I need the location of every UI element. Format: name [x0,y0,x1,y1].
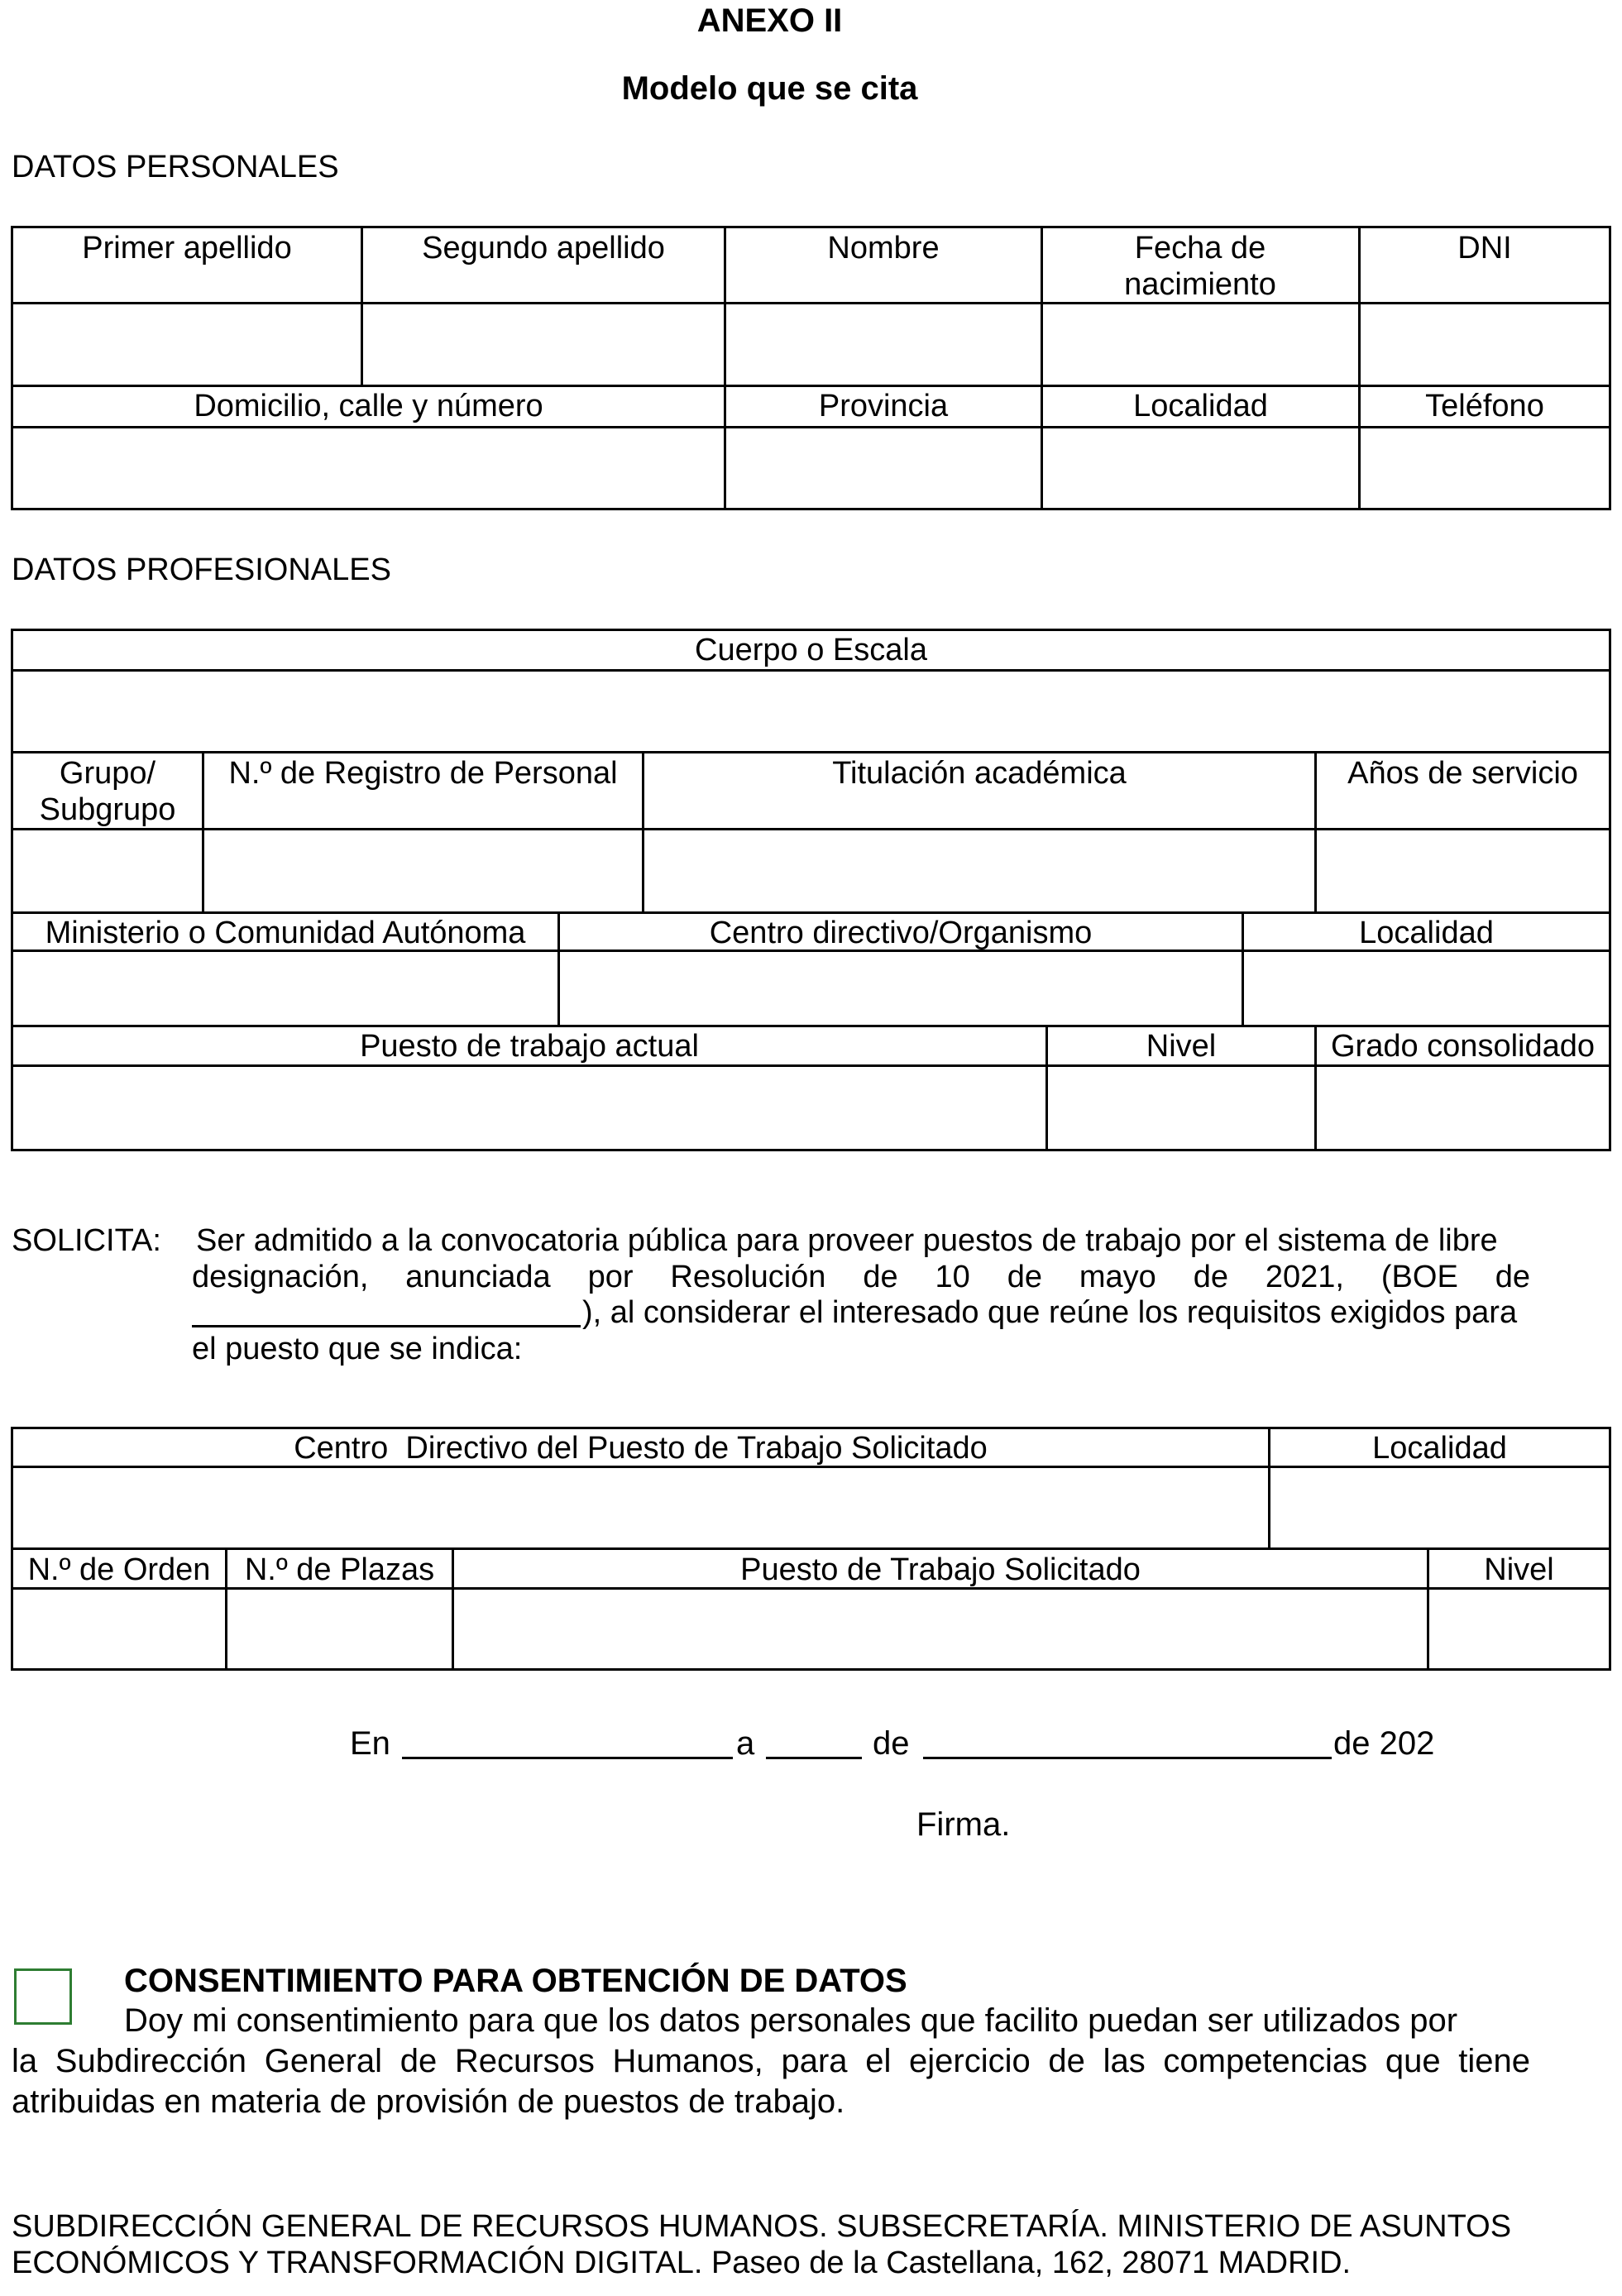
header-localidad: Localidad [1133,389,1268,423]
solicita-text-line2: designación, anunciada por Resolución de 10 de mayo de 2021, (BOE de [192,1260,1530,1294]
header-primer-apellido: Primer apellido [82,231,292,265]
consent-text-line2: la Subdirección General de Recursos Humanos, para el ejercicio de las competencias que tiene [12,2043,1530,2079]
input-domicilio[interactable] [13,428,724,508]
header-localidad-solicitada: Localidad [1372,1431,1507,1466]
input-provincia[interactable] [726,428,1041,508]
header-grupo-subgrupo: Grupo/ Subgrupo [39,756,176,827]
input-ministerio[interactable] [13,952,557,1025]
input-localidad-solicitada[interactable] [1270,1468,1609,1547]
input-cuerpo-escala[interactable] [13,672,1609,751]
header-cuerpo-escala: Cuerpo o Escala [695,633,927,667]
header-grado-consolidado: Grado consolidado [1331,1029,1595,1064]
header-registro-personal: N.º de Registro de Personal [228,756,618,791]
consent-text-line1: Doy mi consentimiento para que los datos personales que facilito puedan ser utilizados por [124,2002,1458,2039]
header-provincia: Provincia [818,389,949,423]
input-nivel[interactable] [1048,1067,1314,1149]
signature-de-label: de [873,1725,910,1762]
input-centro-directivo[interactable] [560,952,1242,1025]
input-puesto-actual[interactable] [13,1067,1045,1149]
signature-firma-label: Firma. [916,1806,1011,1843]
input-segundo-apellido[interactable] [363,304,724,385]
section-professional-title: DATOS PROFESIONALES [12,552,391,587]
solicita-label: SOLICITA: [12,1223,161,1258]
signature-day-blank[interactable] [766,1757,862,1759]
input-registro-personal[interactable] [204,830,642,911]
input-nombre[interactable] [726,304,1041,385]
header-dni: DNI [1457,231,1512,265]
consent-title: CONSENTIMIENTO PARA OBTENCIÓN DE DATOS [124,1963,907,1999]
footer-line2: ECONÓMICOS Y TRANSFORMACIÓN DIGITAL. Paseo de la Castellana, 162, 28071 MADRID. [12,2246,1352,2280]
header-centro-puesto-solicitado: Centro Directivo del Puesto de Trabajo Solicitado [294,1431,988,1466]
header-fecha-nacimiento: Fecha de nacimiento [1124,231,1276,302]
header-segundo-apellido: Segundo apellido [422,231,665,265]
header-puesto-actual: Puesto de trabajo actual [360,1029,699,1064]
input-grupo-subgrupo[interactable] [13,830,202,911]
input-localidad-profesional[interactable] [1244,952,1609,1025]
input-primer-apellido[interactable] [13,304,361,385]
header-centro-directivo: Centro directivo/Organismo [709,916,1093,950]
header-anos-servicio: Años de servicio [1347,756,1578,791]
signature-a-label: a [736,1725,755,1762]
header-numero-orden: N.º de Orden [27,1552,211,1587]
signature-place-blank[interactable] [402,1757,733,1759]
input-grado-consolidado[interactable] [1317,1067,1609,1149]
page-subtitle: Modelo que se cita [621,70,918,107]
signature-month-blank[interactable] [923,1757,1332,1759]
consent-checkbox[interactable] [14,1968,72,2025]
input-centro-puesto-solicitado[interactable] [13,1468,1268,1547]
signature-en-label: En [350,1725,390,1762]
header-ministerio: Ministerio o Comunidad Autónoma [45,916,526,950]
solicita-text-line1: Ser admitido a la convocatoria pública para proveer puestos de trabajo por el sistema de libre [196,1223,1498,1258]
footer-line1: SUBDIRECCIÓN GENERAL DE RECURSOS HUMANOS. SUBSECRETARÍA. MINISTERIO DE ASUNTOS [12,2209,1512,2244]
header-titulacion: Titulación académica [832,756,1127,791]
input-numero-orden[interactable] [13,1590,225,1668]
boe-date-blank[interactable] [192,1325,581,1327]
header-puesto-solicitado: Puesto de Trabajo Solicitado [740,1552,1141,1587]
header-localidad-profesional: Localidad [1359,916,1494,950]
section-personal-title: DATOS PERSONALES [12,150,339,184]
annex-title: ANEXO II [696,2,843,39]
input-nivel-solicitado[interactable] [1429,1590,1609,1668]
header-telefono: Teléfono [1425,389,1544,423]
consent-text-line3: atribuidas en materia de provisión de puestos de trabajo. [12,2083,845,2120]
header-numero-plazas: N.º de Plazas [244,1552,435,1587]
solicita-text-line4: el puesto que se indica: [192,1332,523,1366]
header-domicilio: Domicilio, calle y número [194,389,543,423]
input-localidad[interactable] [1043,428,1358,508]
signature-year-label: de 202 [1333,1725,1435,1762]
input-puesto-solicitado[interactable] [454,1590,1427,1668]
header-nivel-solicitado: Nivel [1484,1552,1554,1587]
solicita-text-line3: ), al considerar el interesado que reúne los requisitos exigidos para [582,1295,1518,1330]
input-titulacion[interactable] [644,830,1314,911]
input-telefono[interactable] [1361,428,1609,508]
input-numero-plazas[interactable] [227,1590,452,1668]
header-nivel: Nivel [1146,1029,1217,1064]
header-nombre: Nombre [827,231,940,265]
input-anos-servicio[interactable] [1317,830,1609,911]
input-dni[interactable] [1361,304,1609,385]
input-fecha-nacimiento[interactable] [1043,304,1358,385]
